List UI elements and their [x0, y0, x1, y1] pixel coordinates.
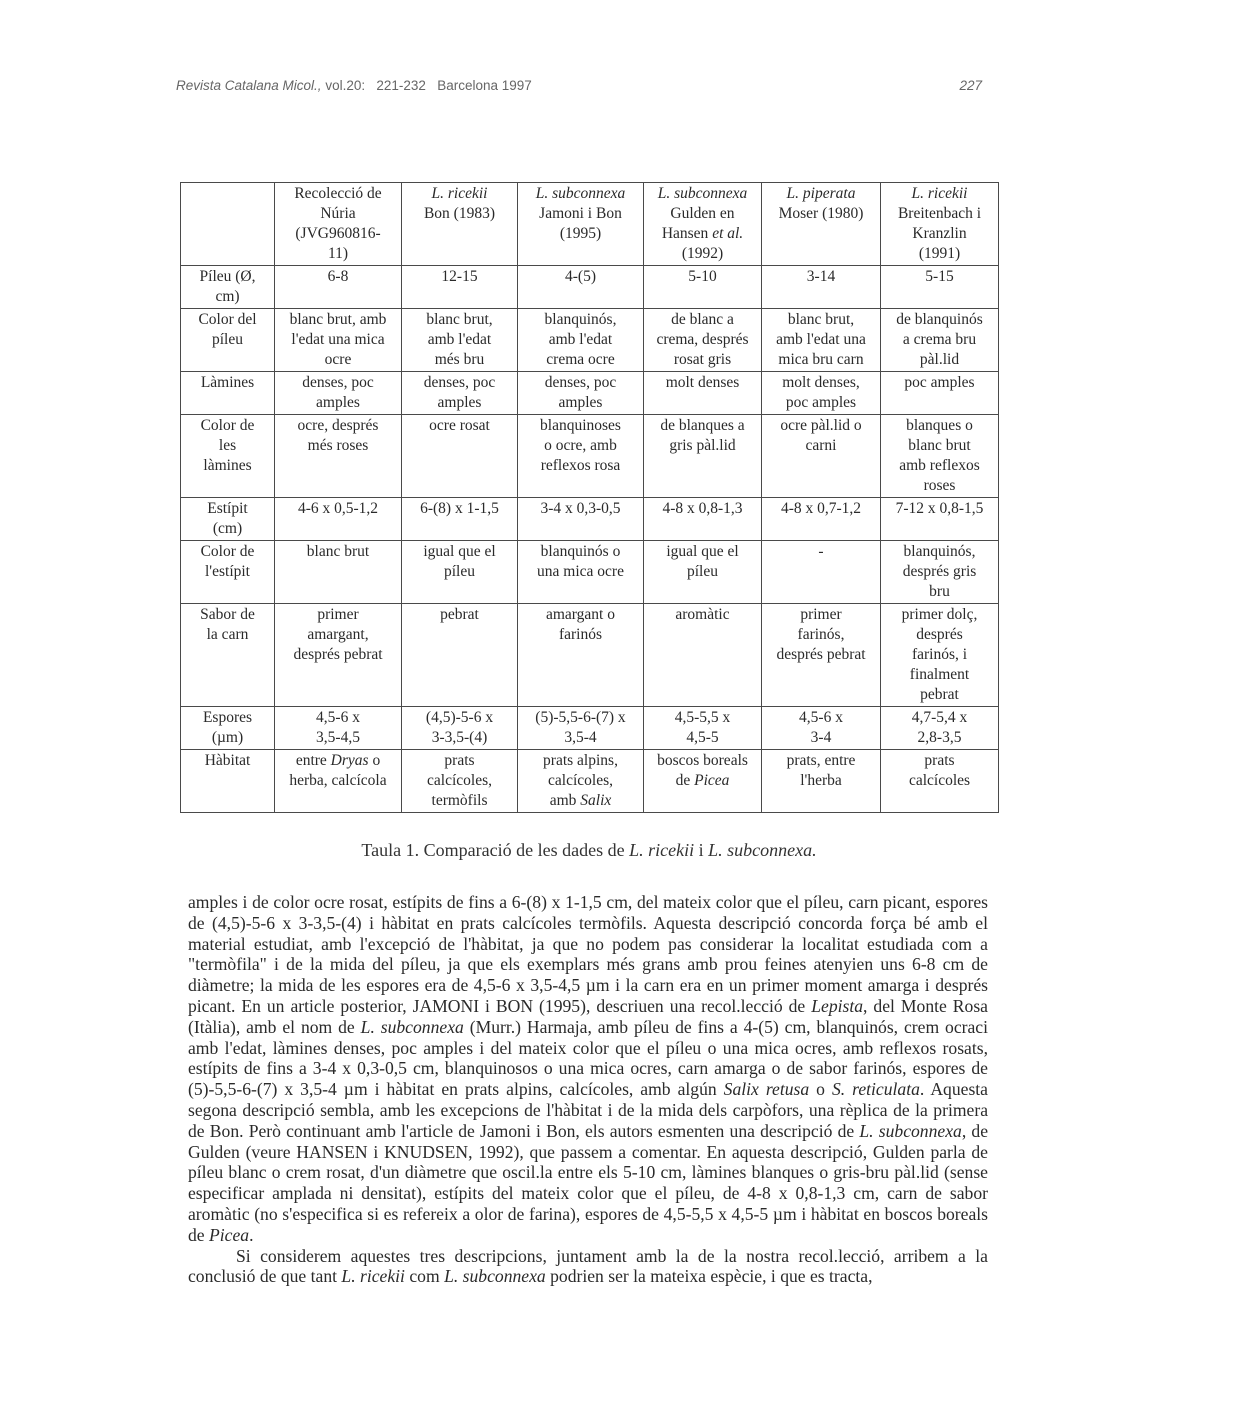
- journal-pages: 221-232: [376, 78, 426, 93]
- table-cell: 4-(5): [518, 266, 644, 309]
- table-cell: 4,5-6 x 3-4: [762, 707, 881, 750]
- table-row: [181, 415, 999, 498]
- table-cell: blanques o blanc brut amb reflexos roses: [881, 415, 999, 498]
- journal-place-year: Barcelona 1997: [437, 78, 532, 93]
- table-cell: primer amargant, després pebrat: [275, 604, 402, 707]
- table-cell: denses, poc amples: [402, 372, 518, 415]
- table-cell: blanc brut, amb l'edat una mica bru carn: [762, 309, 881, 372]
- table-cell: prats calcícoles, termòfils: [402, 750, 518, 813]
- table-cell: 4-6 x 0,5-1,2: [275, 498, 402, 541]
- table-cell: 3-14: [762, 266, 881, 309]
- column-header: Recolecció de Núria (JVG960816- 11): [275, 183, 402, 266]
- table-row: [181, 309, 999, 372]
- table-cell: blanc brut: [275, 541, 402, 604]
- table-cell: ocre pàl.lid o carni: [762, 415, 881, 498]
- table-cell: boscos boreals de Picea: [644, 750, 762, 813]
- column-header: [181, 183, 275, 266]
- table-cell: de blanquinós a crema bru pàl.lid: [881, 309, 999, 372]
- table-row: [181, 604, 999, 707]
- table-row: [181, 372, 999, 415]
- table-cell: blanc brut, amb l'edat una mica ocre: [275, 309, 402, 372]
- table-cell: denses, poc amples: [518, 372, 644, 415]
- table-cell: 4,7-5,4 x 2,8-3,5: [881, 707, 999, 750]
- row-label: Color del píleu: [181, 309, 275, 372]
- column-header: L. subconnexa Jamoni i Bon (1995): [518, 183, 644, 266]
- table-cell: molt denses: [644, 372, 762, 415]
- column-header: L. subconnexa Gulden en Hansen et al. (1992): [644, 183, 762, 266]
- row-label: Color de les làmines: [181, 415, 275, 498]
- table-cell: ocre, després més roses: [275, 415, 402, 498]
- table-cell: de blanques a gris pàl.lid: [644, 415, 762, 498]
- table-cell: blanquinós, amb l'edat crema ocre: [518, 309, 644, 372]
- table-cell: 4,5-5,5 x 4,5-5: [644, 707, 762, 750]
- column-header: L. ricekii Bon (1983): [402, 183, 518, 266]
- journal-name: Revista Catalana Micol.,: [176, 78, 322, 93]
- table-cell: amargant o farinós: [518, 604, 644, 707]
- row-label: Píleu (Ø, cm): [181, 266, 275, 309]
- table-cell: 5-15: [881, 266, 999, 309]
- table-cell: molt denses, poc amples: [762, 372, 881, 415]
- table-header-row: [181, 183, 999, 266]
- table-cell: primer dolç, després farinós, i finalment pebrat: [881, 604, 999, 707]
- table-row: [181, 541, 999, 604]
- table-cell: 7-12 x 0,8-1,5: [881, 498, 999, 541]
- comparison-table: [180, 182, 999, 813]
- table-cell: prats alpins, calcícoles, amb Salix: [518, 750, 644, 813]
- table-cell: primer farinós, després pebrat: [762, 604, 881, 707]
- column-header: L. ricekii Breitenbach i Kranzlin (1991): [881, 183, 999, 266]
- table-caption: Taula 1. Comparació de les dades de L. ricekii i L. subconnexa.: [361, 840, 817, 860]
- row-label: Làmines: [181, 372, 275, 415]
- table-cell: 12-15: [402, 266, 518, 309]
- paragraph: amples i de color ocre rosat, estípits de fins a 6-(8) x 1-1,5 cm, del mateix color que el píleu, carn picant, espores de (4,5)-5-6 x 3-3,5-(4) i hàbitat en prats calcícoles termòfils. Aquesta descripció concorda força bé amb el material estudiat, amb l'excepció de l'hàbitat, ja que no podem pas considerar la localitat estudiada com a "termòfila" i de la mida del píleu, ja que els exemplars més grans amb prou feines atenyien uns 6-8 cm de diàmetre; la mida de les espores era de 4,5-6 x 3,5-4,5 µm i la carn era en un primer moment amarga i després picant. En un article posterior, JAMONI i BON (1995), descriuen una recol.lecció de Lepista, del Monte Rosa (Itàlia), amb el nom de L. subconnexa (Murr.) Harmaja, amb píleu de fins a 4-(5) cm, blanquinós, crem ocraci amb l'edat, làmines denses, poc amples i del mateix color que el píleu o una mica ocres, amb reflexos rosats, estípits de fins a 3-4 x 0,3-0,5 cm, blanquinosos o una mica ocres, carn amarga o de sabor farinós, espores de (5)-5,5-6-(7) x 3,5-4 µm i hàbitat en prats alpins, calcícoles, amb algún Salix retusa o S. reticulata. Aquesta segona descripció sembla, amb les excepcions de l'hàbitat i de la mida dels carpòfors, una rèplica de la primera de Bon. Però continuant amb l'article de Jamoni i Bon, els autors esmenten una descripció de L. subconnexa, de Gulden (veure HANSEN i KNUDSEN, 1992), que passem a comentar. En aquesta descripció, Gulden parla de píleu blanc o crem rosat, d'un diàmetre que oscil.la entre els 5-10 cm, làmines blanques o gris-bru pàl.lid (sense especificar amplada ni densitat), estípits del mateix color que el píleu, de 4-8 x 0,8-1,3 cm, carn de sabor aromàtic (no s'especifica si es refereix a olor de farina), espores de 4,5-5,5 x 4,5-5 µm i hàbitat en boscos boreals de Picea.: [188, 892, 988, 1245]
- table-cell: 6-(8) x 1-1,5: [402, 498, 518, 541]
- row-label: Espores (µm): [181, 707, 275, 750]
- table-cell: poc amples: [881, 372, 999, 415]
- table-cell: 5-10: [644, 266, 762, 309]
- table-cell: -: [762, 541, 881, 604]
- table-cell: blanc brut, amb l'edat més bru: [402, 309, 518, 372]
- table-cell: de blanc a crema, després rosat gris: [644, 309, 762, 372]
- row-label: Hàbitat: [181, 750, 275, 813]
- table-cell: ocre rosat: [402, 415, 518, 498]
- table-cell: 4-8 x 0,8-1,3: [644, 498, 762, 541]
- table-cell: (4,5)-5-6 x 3-3,5-(4): [402, 707, 518, 750]
- row-label: Sabor de la carn: [181, 604, 275, 707]
- table-cell: 3-4 x 0,3-0,5: [518, 498, 644, 541]
- table-row: [181, 498, 999, 541]
- table-cell: denses, poc amples: [275, 372, 402, 415]
- table-cell: prats, entre l'herba: [762, 750, 881, 813]
- running-header: [176, 78, 982, 102]
- journal-volume: vol.20:: [325, 78, 366, 93]
- table-cell: entre Dryas o herba, calcícola: [275, 750, 402, 813]
- page-number: 227: [959, 78, 982, 93]
- paragraph: Si considerem aquestes tres descripcions, juntament amb la de la nostra recol.lecció, arribem a la conclusió de que tant L. ricekii com L. subconnexa podrien ser la mateixa espècie, i que es tracta,: [188, 1245, 988, 1287]
- row-label: Estípit (cm): [181, 498, 275, 541]
- row-label: Color de l'estípit: [181, 541, 275, 604]
- table-cell: pebrat: [402, 604, 518, 707]
- table-cell: aromàtic: [644, 604, 762, 707]
- column-header: L. piperata Moser (1980): [762, 183, 881, 266]
- table-cell: (5)-5,5-6-(7) x 3,5-4: [518, 707, 644, 750]
- table-row: [181, 266, 999, 309]
- table-cell: 6-8: [275, 266, 402, 309]
- table-cell: 4-8 x 0,7-1,2: [762, 498, 881, 541]
- table-cell: 4,5-6 x 3,5-4,5: [275, 707, 402, 750]
- table-cell: blanquinoses o ocre, amb reflexos rosa: [518, 415, 644, 498]
- table-cell: blanquinós o una mica ocre: [518, 541, 644, 604]
- table-cell: igual que el píleu: [402, 541, 518, 604]
- table-cell: blanquinós, després gris bru: [881, 541, 999, 604]
- body-text: [188, 892, 988, 1287]
- table-cell: igual que el píleu: [644, 541, 762, 604]
- table-cell: prats calcícoles: [881, 750, 999, 813]
- table-row: [181, 750, 999, 813]
- table-row: [181, 707, 999, 750]
